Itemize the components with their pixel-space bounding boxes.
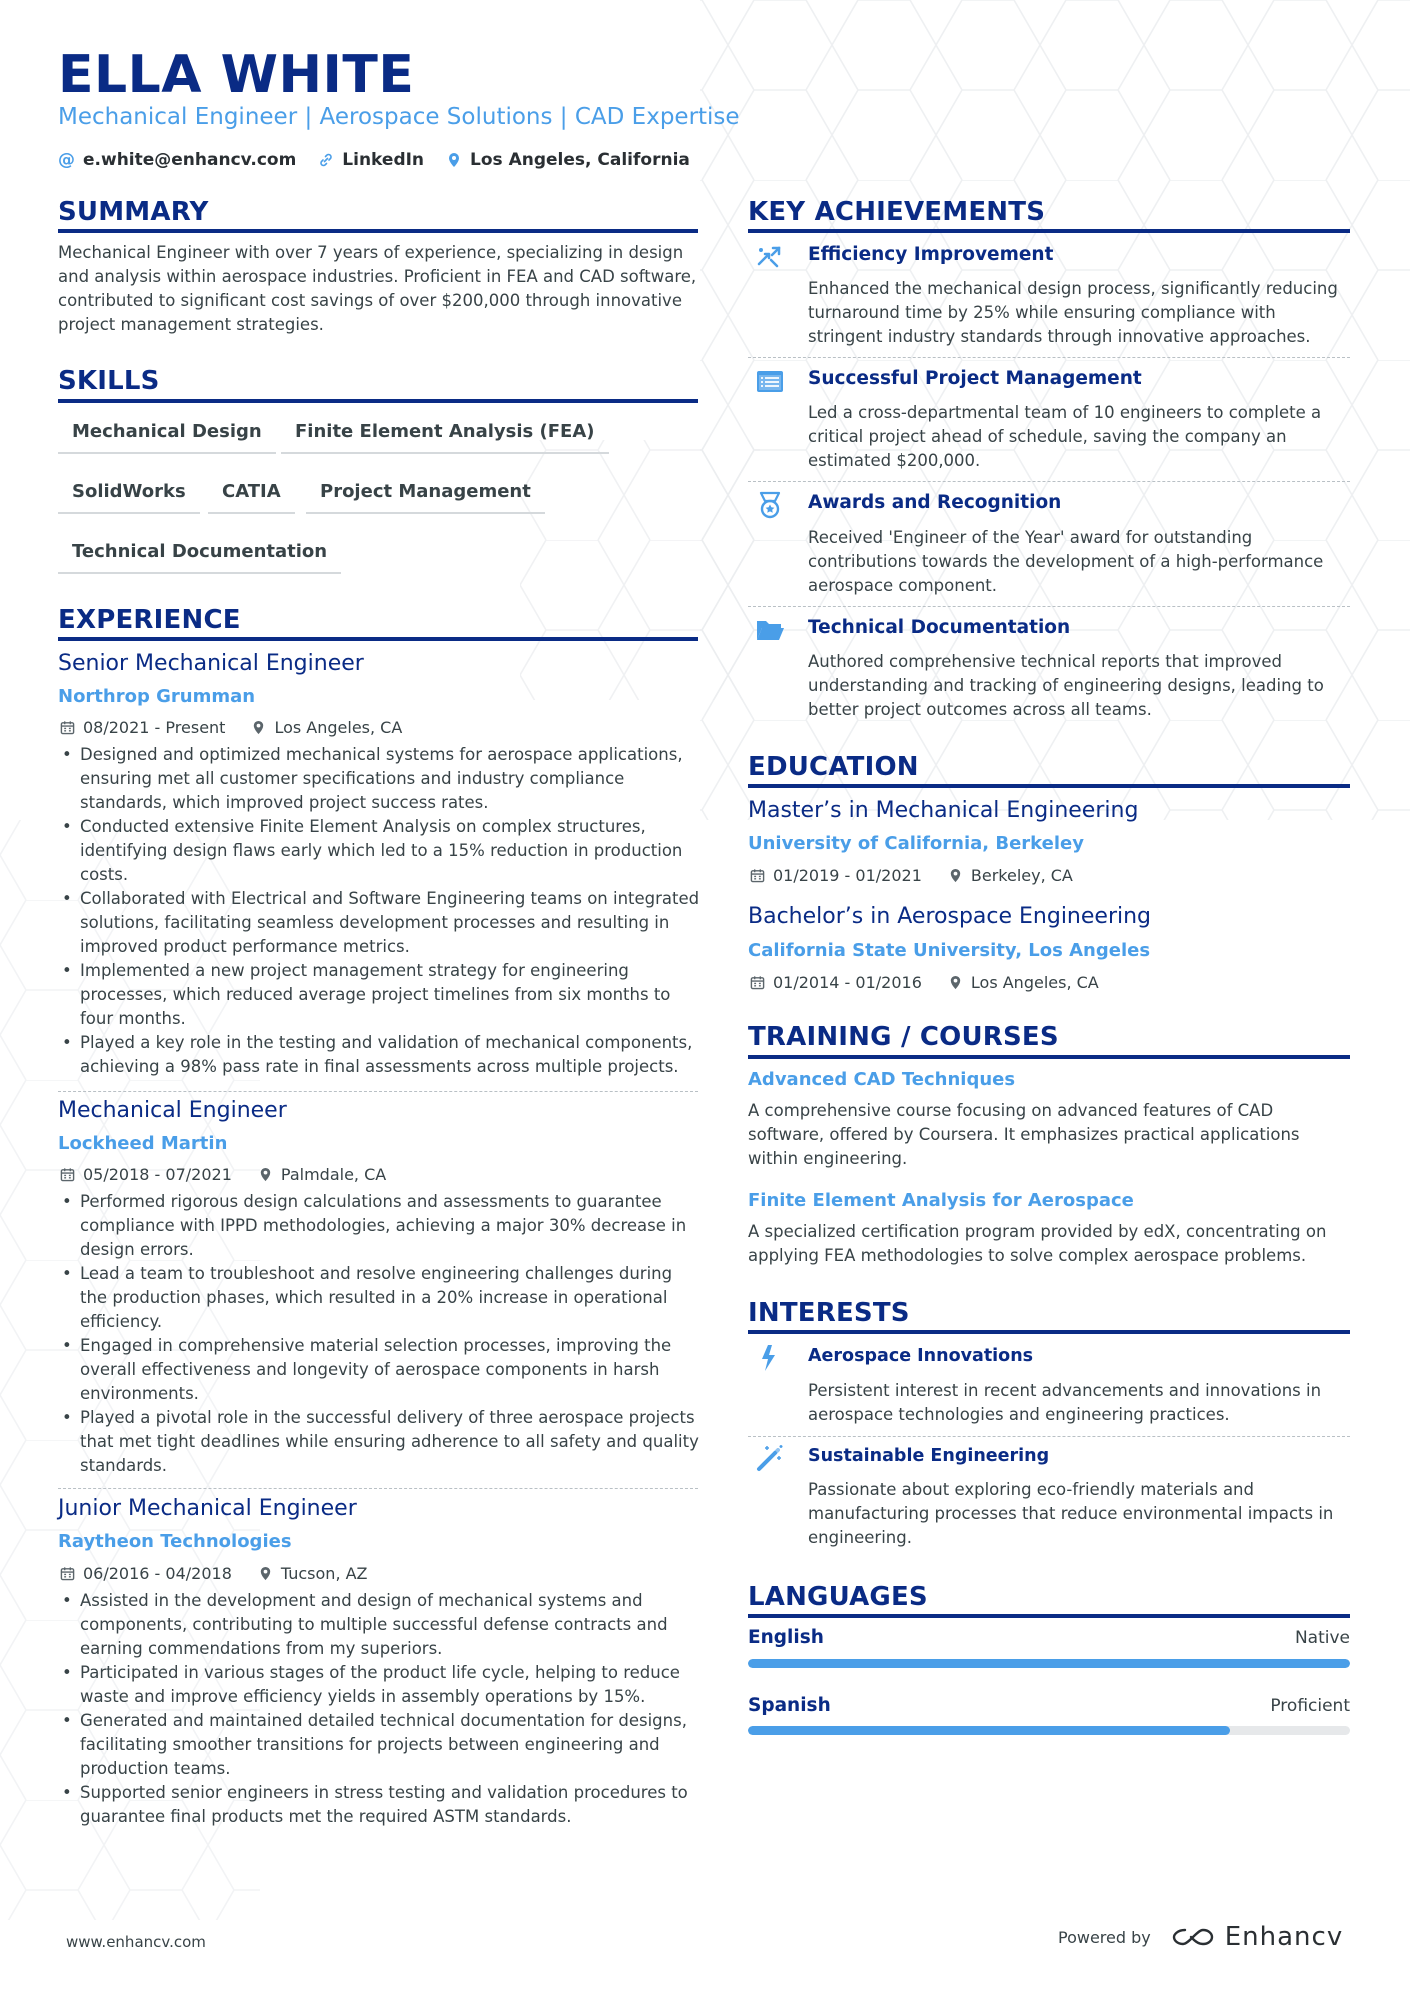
location-text: Los Angeles, California [470, 150, 690, 170]
location-pin-icon [948, 975, 963, 990]
job-divider [58, 1091, 698, 1092]
bullet: • Supported senior engineers in stress testing and validation procedures to guarantee final products met the required ASTM standards. [58, 1781, 703, 1829]
footer-website[interactable]: www.enhancv.com [66, 1933, 206, 1951]
medal-icon [755, 490, 785, 520]
email-text: e.white@enhancv.com [83, 150, 297, 170]
language-level: Proficient [1270, 1696, 1350, 1716]
achievements-heading: KEY ACHIEVEMENTS [748, 197, 1046, 227]
list-icon [755, 367, 785, 397]
achievement-divider [748, 481, 1350, 482]
at-icon: @ [58, 150, 75, 170]
achievement-title: Successful Project Management [808, 368, 1142, 389]
course-text: A comprehensive course focusing on advanced features of CAD software, offered by Coursera. It emphasizes practical applications within engineering. [748, 1101, 1300, 1168]
contact-linkedin[interactable] [318, 150, 424, 170]
languages-rule [748, 1614, 1350, 1618]
language-name: English [748, 1627, 824, 1648]
language-level: Native [1294, 1628, 1350, 1648]
summary-text: Mechanical Engineer with over 7 years of experience, specializing in design and analysis within aerospace industries. Proficient in FEA and CAD software, contributed to significant cost savings of over $200,000 through innovative project management strategies. [58, 243, 697, 334]
bullet: • Conducted extensive Finite Element Analysis on complex structures, identifying design flaws early which led to a 15% reduction in production costs. [58, 815, 703, 887]
achievement-title: Efficiency Improvement [808, 244, 1054, 265]
interests-heading: INTERESTS [748, 1298, 910, 1328]
job-title: Junior Mechanical Engineer [58, 1496, 357, 1521]
achievement-title: Technical Documentation [808, 617, 1071, 638]
contact-row [58, 150, 690, 170]
achievement-divider [748, 606, 1350, 607]
experience-heading: EXPERIENCE [58, 605, 241, 635]
bullet: • Participated in various stages of the product life cycle, helping to reduce waste and improve efficiency yields in assembly operations by 15%. [58, 1661, 703, 1709]
language-bar [748, 1659, 1350, 1668]
bullet: • Generated and maintained detailed technical documentation for designs, facilitating smoother transitions for projects between engineering and production teams. [58, 1709, 703, 1781]
lightning-icon [755, 1343, 785, 1373]
location-pin-icon [948, 868, 963, 883]
company-name: Lockheed Martin [58, 1133, 228, 1154]
school-name: University of California, Berkeley [748, 833, 1084, 854]
calendar-icon [750, 868, 765, 883]
achievement-text: Enhanced the mechanical design process, significantly reducing turnaround time by 25% while ensuring compliance with stringent industry standards through innovative approaches. [808, 279, 1338, 346]
calendar-icon [60, 1167, 75, 1182]
training-rule [748, 1055, 1350, 1059]
language-bar-fill [748, 1726, 1230, 1735]
calendar-icon [750, 975, 765, 990]
job-meta [60, 1564, 368, 1583]
link-icon [318, 152, 334, 168]
job-meta [60, 718, 402, 737]
job-location: Palmdale, CA [280, 1165, 387, 1184]
job-bullets [58, 1589, 703, 1829]
skill-tag: Project Management [306, 481, 545, 514]
interest-text: Persistent interest in recent advancements and innovations in aerospace technologies and engineering practices. [808, 1381, 1322, 1424]
achievement-text: Led a cross-departmental team of 10 engineers to complete a critical project ahead of schedule, saving the company an estimated $200,000. [808, 403, 1322, 470]
interest-title: Sustainable Engineering [808, 1446, 1050, 1466]
bullet: • Performed rigorous design calculations and assessments to guarantee compliance with IPPD methodologies, achieving a major 30% decrease in design errors. [58, 1190, 703, 1262]
achievement-text: Authored comprehensive technical reports that improved understanding and tracking of engineering designs, leading to better project outcomes across all teams. [808, 652, 1324, 719]
course-title: Finite Element Analysis for Aerospace [748, 1190, 1134, 1211]
achievement-text: Received 'Engineer of the Year' award for outstanding contributions towards the development of a high-performance aerospace component. [808, 528, 1324, 595]
summary-heading: SUMMARY [58, 197, 209, 227]
job-title: Mechanical Engineer [58, 1098, 287, 1123]
bullet: • Played a pivotal role in the successful delivery of three aerospace projects that met tight deadlines while ensuring adherence to all safety and quality standards. [58, 1406, 703, 1478]
location-pin-icon [446, 152, 462, 168]
languages-heading: LANGUAGES [748, 1582, 928, 1612]
footer-branding [1058, 1922, 1343, 1952]
brand-name: Enhancv [1224, 1922, 1344, 1952]
skills-heading: SKILLS [58, 366, 160, 396]
bullet: • Implemented a new project management strategy for engineering processes, which reduced average project timelines from six months to four months. [58, 959, 703, 1031]
skills-rule [58, 399, 698, 403]
course-text: A specialized certification program provided by edX, concentrating on applying FEA methodologies to solve complex aerospace problems. [748, 1222, 1327, 1265]
location-pin-icon [258, 1167, 273, 1182]
interest-title: Aerospace Innovations [808, 1346, 1034, 1366]
job-divider [58, 1488, 698, 1489]
education-dates: 01/2019 - 01/2021 [773, 866, 922, 885]
language-name: Spanish [748, 1695, 831, 1716]
language-bar-fill [748, 1659, 1350, 1668]
powered-by-text: Powered by [1058, 1927, 1151, 1947]
summary-rule [58, 229, 698, 233]
efficiency-icon [755, 242, 785, 272]
location-pin-icon [251, 720, 266, 735]
contact-email[interactable] [58, 150, 296, 170]
education-rule [748, 784, 1350, 788]
degree-title: Bachelor’s in Aerospace Engineering [748, 904, 1152, 929]
degree-title: Master’s in Mechanical Engineering [748, 798, 1139, 823]
achievement-divider [748, 357, 1350, 358]
education-heading: EDUCATION [748, 752, 919, 782]
enhancv-logo[interactable] [1171, 1922, 1343, 1952]
training-heading: TRAINING / COURSES [748, 1022, 1059, 1052]
job-dates: 05/2018 - 07/2021 [83, 1165, 232, 1184]
skill-tag: SolidWorks [58, 481, 200, 514]
job-bullets [58, 1190, 703, 1478]
skill-tag: Mechanical Design [58, 421, 276, 454]
folder-icon [755, 615, 785, 645]
bullet: • Designed and optimized mechanical systems for aerospace applications, ensuring met all customer specifications and industry compliance standards, which improved project success rates. [58, 743, 703, 815]
skill-tag: Technical Documentation [58, 541, 341, 574]
skill-tag: Finite Element Analysis (FEA) [281, 421, 609, 454]
bullet: • Collaborated with Electrical and Software Engineering teams on integrated solutions, facilitating seamless development processes and resulting in improved product performance metrics. [58, 887, 703, 959]
interest-text: Passionate about exploring eco-friendly materials and manufacturing processes that reduce environmental impacts in engineering. [808, 1480, 1334, 1547]
education-location: Berkeley, CA [970, 866, 1073, 885]
job-meta [60, 1165, 386, 1184]
job-title: Senior Mechanical Engineer [58, 651, 364, 676]
location-pin-icon [258, 1566, 273, 1581]
magic-wand-icon [755, 1443, 785, 1473]
skill-tag: CATIA [208, 481, 295, 514]
enhancv-logo-icon [1171, 1926, 1215, 1948]
calendar-icon [60, 720, 75, 735]
education-location: Los Angeles, CA [970, 973, 1099, 992]
job-bullets [58, 743, 703, 1079]
job-location: Tucson, AZ [280, 1564, 368, 1583]
education-meta [750, 866, 1073, 885]
education-dates: 01/2014 - 01/2016 [773, 973, 922, 992]
company-name: Northrop Grumman [58, 686, 256, 707]
interest-divider [748, 1436, 1350, 1437]
bullet: • Assisted in the development and design of mechanical systems and components, contributing to multiple successful defense contracts and earning commendations from my superiors. [58, 1589, 703, 1661]
tagline: Mechanical Engineer | Aerospace Solutions | CAD Expertise [58, 104, 740, 130]
contact-location [446, 150, 690, 170]
bullet: • Engaged in comprehensive material selection processes, improving the overall effectiveness and longevity of aerospace components in harsh environments. [58, 1334, 703, 1406]
calendar-icon [60, 1566, 75, 1581]
experience-rule [58, 637, 698, 641]
course-title: Advanced CAD Techniques [748, 1069, 1016, 1090]
bullet: • Lead a team to troubleshoot and resolve engineering challenges during the production phases, which resulted in a 20% increase in operational efficiency. [58, 1262, 703, 1334]
job-location: Los Angeles, CA [274, 718, 403, 737]
interests-rule [748, 1330, 1350, 1334]
candidate-name: ELLA WHITE [58, 45, 415, 105]
achievements-rule [748, 229, 1350, 233]
job-dates: 06/2016 - 04/2018 [83, 1564, 232, 1583]
school-name: California State University, Los Angeles [748, 940, 1151, 961]
job-dates: 08/2021 - Present [83, 718, 226, 737]
education-meta [750, 973, 1099, 992]
company-name: Raytheon Technologies [58, 1531, 292, 1552]
language-bar [748, 1726, 1350, 1735]
linkedin-text: LinkedIn [342, 150, 425, 170]
bullet: • Played a key role in the testing and validation of mechanical components, achieving a 98% pass rate in final assessments across multiple projects. [58, 1031, 703, 1079]
achievement-title: Awards and Recognition [808, 492, 1062, 513]
